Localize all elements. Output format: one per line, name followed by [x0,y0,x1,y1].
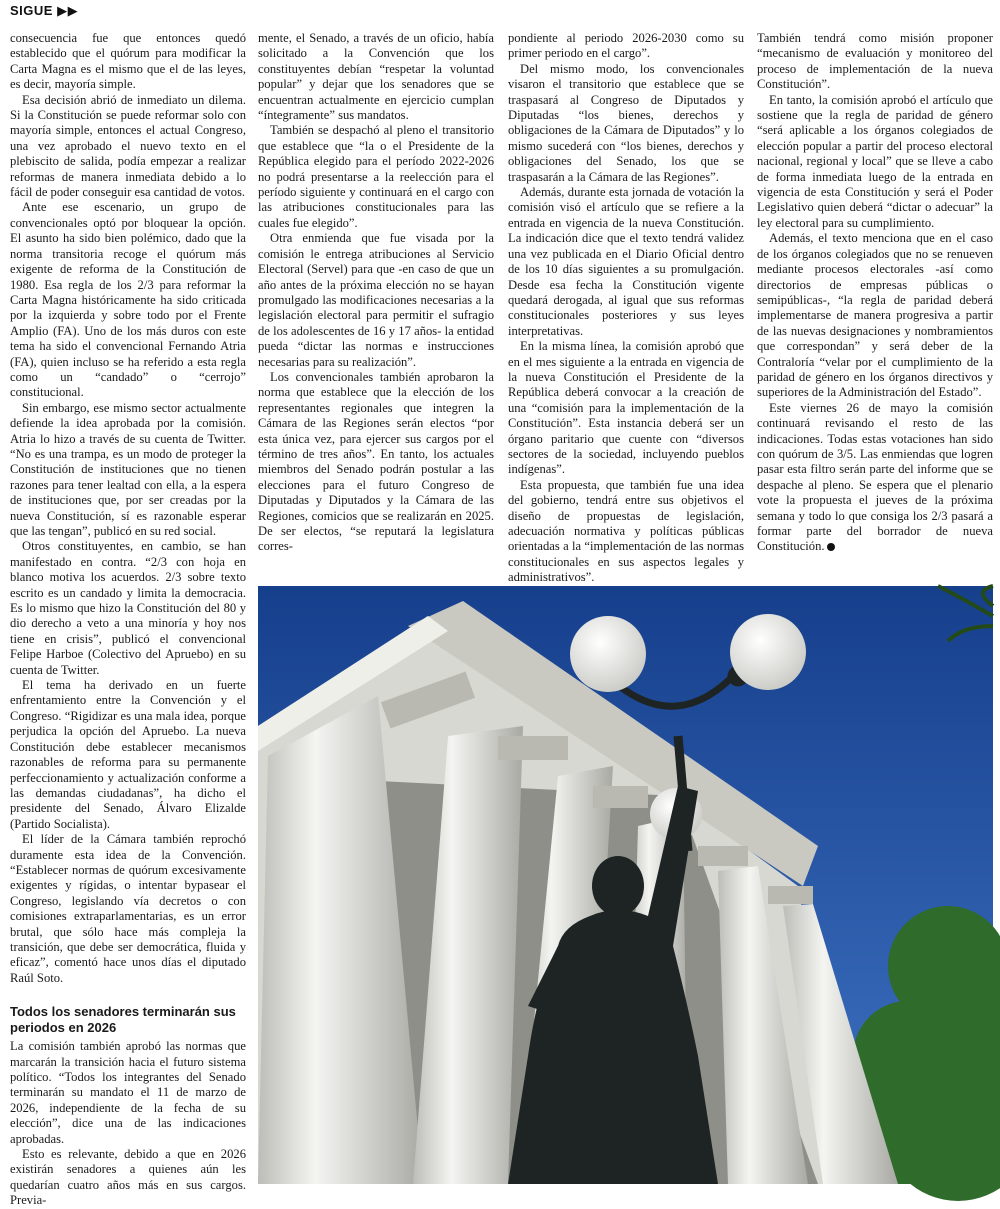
paragraph: Otra enmienda que fue visada por la comisión le entrega atribuciones al Servicio Electoral (Servel) para que -en caso de que un año antes de la próxima elección no se hayan promulgado las modificaciones necesarias a la legislación electoral para permitir el sufragio de los adolescentes de 16 y 17 años- la entidad pueda “dictar las normas e instrucciones necesarias para su realización”. [258,231,494,369]
paragraph: Esto es relevante, debido a que en 2026 existirán senadores a quienes aún les quedarían cuatro años más en sus cargos. Previa- [10,1147,246,1208]
paragraph: Esta propuesta, que también fue una idea del gobierno, tendrá entre sus objetivos el diseño de propuestas de legislación, adecuación normativa y políticas públicas orientadas a la “implementación de las normas constitucionales en sus aspectos legales y administrativos”. [508,477,744,585]
congress-building-photo [258,586,993,1184]
paragraph: mente, el Senado, a través de un oficio, había solicitado a la Convención que los constituyentes debían “respetar la voluntad popular” y dejar que los senadores que se encuentran actualmente en ejercicio cumplan “íntegramente” sus mandatos. [258,31,494,123]
paragraph: Otros constituyentes, en cambio, se han manifestado en contra. “2/3 con hoja en blanco motiva los acuerdos. 2/3 sobre texto escrito es un candado y limita la democracia. Es lo mismo que hizo la Constitución del 80 y dio derecho a veto a una minoría y hoy nos tiene en crisis”, publicó el convencional Felipe Harboe (Colectivo del Apruebo) en su cuenta de Twitter. [10,539,246,677]
paragraph: En tanto, la comisión aprobó el artículo que sostiene que la regla de paridad de género “será aplicable a los órganos colegiados de elección popular a partir del proceso electoral nacional, regional y local” que se lleve a cabo de forma inmediata luego de la entrada en vigencia de esta Constitución y será el Poder Legislativo quien deberá “dictar o adecuar” la ley electoral para su cumplimiento. [757,92,993,230]
lamp-globe [570,616,646,692]
article-column-2 [258,31,494,571]
paragraph: El tema ha derivado en un fuerte enfrentamiento entre la Convención y el Congreso. “Rigidizar es una mala idea, porque perjudica la opción del Apruebo. La nueva Constitución debe establecer mecanismos razonables de reforma para su permanente perfeccionamiento y actualización conforme a las demandas ciudadanas”, ha dicho el presidente del Senado, Álvaro Elizalde (Partido Socialista). [10,678,246,831]
paragraph: consecuencia fue que entonces quedó establecido que el quórum para modificar la Carta Magna es el mismo que el de las leyes, es decir, mayoría simple. [10,31,246,92]
capital [698,846,748,866]
section-subheading: Todos los senadores terminarán sus periodos en 2026 [10,1004,236,1036]
article-column-3 [508,31,744,585]
paragraph: Los convencionales también aprobaron la norma que establece que la elección de los representantes regionales que integren la Cámara de las Regiones serán electos “por esta única vez, para ejercer sus cargos por el término de tres años”. En tanto, los actuales miembros del Senado podrán postular a las elecciones para el futuro Congreso de Diputadas y Diputados y la Cámara de las Regiones, comicios que se realizarán en 2025. De ser electos, “se reputará la legislatura corres- [258,369,494,554]
capital [498,736,568,760]
paragraph-text: Este viernes 26 de mayo la comisión continuará revisando el resto de las indicaciones. Todas estas votaciones han sido con quórum de 3/5. Las enmiendas que logren pasar esta filtro serán parte del informe que se despache al pleno. Se espera que el plenario vote la propuesta el jueves de la próxima semana y todo lo que consiga los 2/3 pasará a formar parte del borrador de nueva Constitución. [757,400,993,554]
paragraph: Esa decisión abrió de inmediato un dilema. Si la Constitución se puede reformar solo con mayoría simple, entonces el actual Congreso, una vez aprobado el nuevo texto en el plebiscito de salida, podía empezar a realizar reformas de manera inmediata debido a lo fácil de poder conseguir esa cantidad de votos. [10,92,246,200]
lamp-globe [730,614,806,690]
paragraph: Ante ese escenario, un grupo de convencionales optó por bloquear la opción. El asunto ha sido bien polémico, dado que la norma transitoria recoge el quórum más exigente de reforma de la Constitución de 1980. Esa regla de los 2/3 para reformar la Carta Magna históricamente ha sido criticada por la izquierda y sobre todo por el Frente Amplio (FA). Uno de los más duros con este tema ha sido el convencional Fernando Atria (FA), quien incluso se ha referido a esta regla como un “candado” o “cerrojo” constitucional. [10,200,246,400]
capital [768,886,813,904]
continue-marker: SIGUE ▶▶ [10,3,79,18]
paragraph: En la misma línea, la comisión aprobó que en el mes siguiente a la entrada en vigencia de la nueva Constitución el Presidente de la República deberá convocar a la creación de una “comisión para la implementación de la Constitución”. Esta instancia deberá ser un órgano paritario que cuente con “diversos sectores de la sociedad, incluyendo pueblos indígenas”. [508,339,744,477]
photo-illustration [258,586,993,1184]
paragraph [757,401,993,555]
capital [593,786,648,808]
article-column-4 [757,31,993,571]
paragraph: También tendrá como misión proponer “mecanismo de evaluación y monitoreo del proceso de implementación de la nueva Constitución”. [757,31,993,92]
paragraph: También se despachó al pleno el transitorio que establece que “la o el Presidente de la República elegido para el período 2022-2026 no podrá presentarse a la reelección para el período siguiente y continuará en el cargo con las atribuciones constitucionales para las cuales fue elegido”. [258,123,494,230]
article-column-1 [10,31,246,1208]
paragraph: Además, el texto menciona que en el caso de los órganos colegiados que no se renueven mediante procesos electorales -así como directorios de empresas públicas o semipúblicas-, “la regla de paridad deberá implementarse de manera progresiva a partir de las nuevas designaciones y nombramientos que correspondan” y será deber de la Contraloría “velar por el cumplimiento de la paridad de género en los órganos directivos y superiores de la Administración del Estado”. [757,231,993,400]
paragraph: Sin embargo, ese mismo sector actualmente defiende la idea aprobada por la comisión. Atria lo hizo a través de su cuenta de Twitter. “No es una trampa, es un modo de proteger la Constitución de instituciones que no tienen razones para tener lealtad con ella, a la espera de instituciones que, por ser creadas por la nueva Constitución, sí es razonable esperar que las tengan”, publicó en su red social. [10,400,246,538]
paragraph: El líder de la Cámara también reprochó duramente esta idea de la Convención. “Establecer normas de quórum excesivamente exigentes y rígidas, o intentar bypasear el Congreso, legislando vía decretos o con comisiones extraparlamentarias, es un error brutal, que sólo hace más compleja la transición, que debe ser democrática, fluida y eficaz”, comentó hace unos días el diputado Raúl Soto. [10,832,246,985]
paragraph: pondiente al periodo 2026-2030 como su primer periodo en el cargo”. [508,31,744,61]
end-of-article-mark [827,543,835,551]
paragraph: Del mismo modo, los convencionales visaron el transitorio que establece que se traspasará al Congreso de Diputados y Diputadas “los bienes, derechos y obligaciones de la Cámara de Diputados” y lo mismo sucederá con “los bienes, derechos y obligaciones del Senado, los que se traspasarán a la Cámara de las Regiones”. [508,61,744,184]
paragraph: Además, durante esta jornada de votación la comisión visó el artículo que se refiere a la entrada en vigencia de la nueva Constitución. La indicación dice que el texto tendrá validez una vez publicada en el Diario Oficial dentro de los 10 días siguientes a su promulgación. Desde esa fecha la Constitución vigente quedará derogada, al igual que sus reformas constitucionales posteriores y sus leyes interpretativas. [508,185,744,338]
paragraph: La comisión también aprobó las normas que marcarán la transición hacia el futuro sistema político. “Todos los integrantes del Senado terminarán su mandato el 11 de marzo de 2026, independiente de la fecha de su elección”, dice una de las indicaciones aprobadas. [10,1039,246,1146]
